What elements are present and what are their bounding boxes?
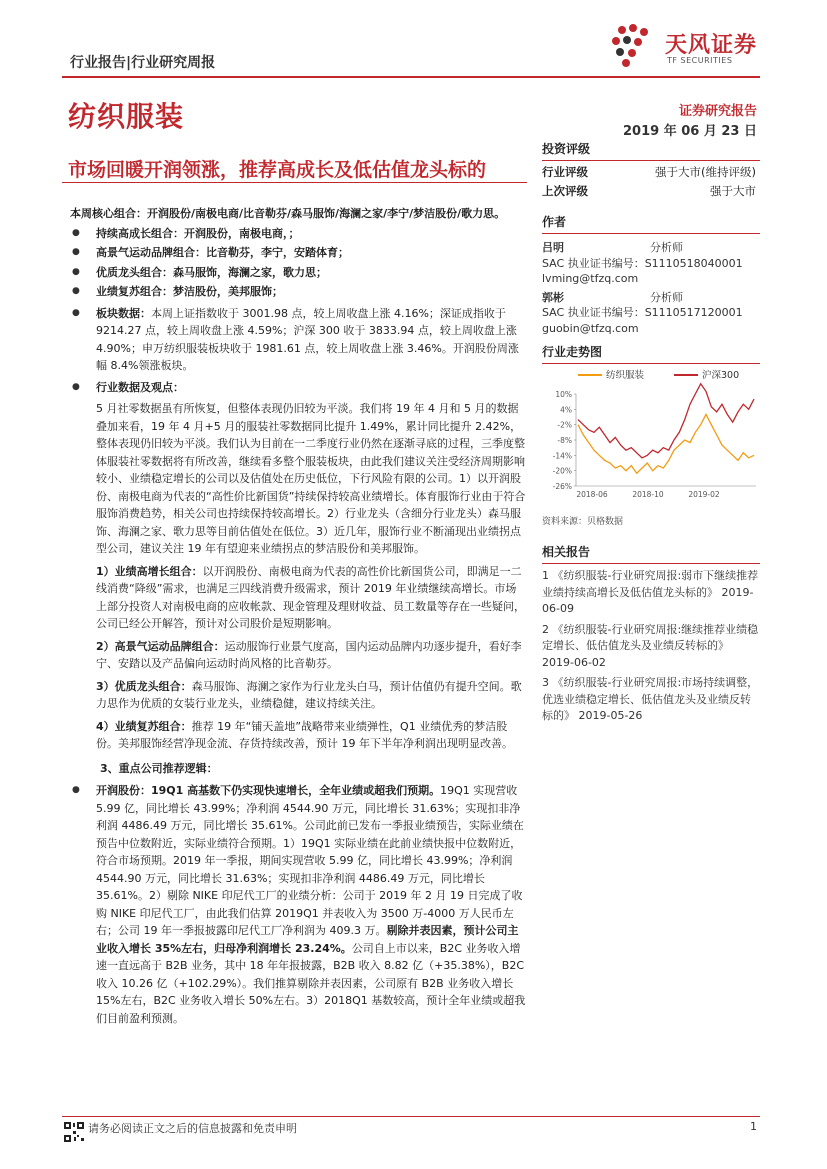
- sub-point: [70, 638, 526, 673]
- section-heading: 3、重点公司推荐逻辑：: [100, 761, 218, 775]
- related-report[interactable]: 3 《纺织服装-行业研究周报:市场持续调整，优选业绩稳定增长、低估值龙头及业绩反转标的》 2019-05-26: [542, 676, 759, 722]
- rating-row: [542, 182, 760, 201]
- y-tick-label: -8%: [557, 436, 572, 445]
- authors-panel: [542, 213, 760, 336]
- chart-source: 资料来源：贝格数据: [542, 517, 624, 527]
- author-block: [542, 240, 760, 287]
- company-label: 开润股份：: [96, 784, 151, 797]
- sub-point-label: 1）业绩高增长组合：: [96, 564, 203, 578]
- author-name: 吕明: [542, 241, 564, 254]
- page-number: 1: [750, 1120, 757, 1133]
- portfolio-label: 优质龙头组合：: [96, 265, 173, 279]
- company-text-2: 公司自上市以来，B2C 业务收入增速一直远高于 B2B 业务，其中 18 年年报披露，B2B 收入 8.82 亿（+35.38%），B2C 收入 10.26 亿（+102.29%）。我们推算剔除并表因素，公司原有 B2B 业务收入增长 15%左右，B2C 业务收入增长 50%左右。3）2018Q1 基数较高，预计全年业绩或超我们目前盈利预测。: [96, 941, 526, 1025]
- list-item: [70, 782, 526, 1027]
- list-item: [70, 244, 526, 262]
- title-divider: [62, 182, 527, 183]
- rating-row: [542, 163, 760, 182]
- author-role: 分析师: [650, 241, 683, 254]
- portfolio-text: 梦洁股份，美邦服饰；: [173, 285, 283, 298]
- header-divider: [62, 76, 760, 78]
- author-block: [542, 290, 760, 337]
- author-name: 郭彬: [542, 290, 564, 304]
- trend-heading: 行业走势图: [542, 343, 760, 364]
- list-item: [70, 379, 526, 397]
- legend-label: 沪深300: [702, 370, 740, 381]
- footer-divider: [62, 1116, 760, 1117]
- author-email[interactable]: lvming@tfzq.com: [542, 272, 639, 285]
- series-line: [578, 384, 754, 458]
- list-item: [70, 283, 526, 301]
- brand-name-en: TF SECURITIES: [667, 56, 733, 65]
- portfolio-label: 业绩复苏组合：: [96, 285, 173, 298]
- x-tick-label: 2019-02: [688, 490, 720, 499]
- portfolio-text: 开润股份，南极电商，；: [184, 226, 300, 240]
- company-text: 19Q1 实现营收 5.99 亿，同比增长 43.99%；净利润 4544.90 万元，同比增长 31.63%；实现扣非净利润 4486.49 万元，同比增长 35.61%。公司此前已发布一季报业绩预告，实际业绩在预告中位数附近，实际业绩符合预期。1）19Q1 实际业绩在此前业绩快报中位数附近，符合市场预期。2019 年一季报，期间实现营收 5.99 亿，同比增长 43.99%；净利润 4544.90 万元，同比增长 31.63%；实现扣非净利润 4486.49 万元，同比增长 35.61%。2）剔除 NIKE 印尼代工厂的业绩分析：公司于 2019 年 2 月 19 日完成了收购 NIKE 印尼代工厂，由此我们估算 2019Q1 并表收入为 3500 万-4000 万人民币左右；公司 19 年一季报披露印尼代工厂净利润为 409.3 万。: [96, 784, 524, 937]
- core-text: 开润股份/南极电商/比音勒芬/森马服饰/海澜之家/李宁/梦洁股份/歌力思。: [147, 207, 506, 220]
- market-label: 板块数据：: [96, 306, 151, 320]
- report-title: 市场回暖开润领涨，推荐高成长及低估值龙头标的: [68, 159, 487, 181]
- portfolio-label: 持续高成长组合：: [96, 226, 184, 240]
- author-role: 分析师: [650, 290, 683, 304]
- core-label: 本周核心组合：: [70, 207, 147, 220]
- y-tick-label: 4%: [560, 405, 572, 415]
- sub-point-label: 2）高景气运动品牌组合：: [96, 639, 225, 653]
- industry-name: 纺织服装: [68, 100, 185, 133]
- sub-point: [70, 678, 526, 713]
- rating-key: 上次评级: [542, 184, 588, 198]
- report-date: 2019 年 06 月 23 日: [623, 124, 757, 139]
- list-item: [70, 264, 526, 282]
- legend-label: 纺织服装: [606, 370, 645, 381]
- report-category: 行业报告|行业研究周报: [70, 55, 216, 71]
- related-panel: [542, 543, 760, 725]
- related-report[interactable]: 1 《纺织服装-行业研究周报:弱市下继续推荐业绩持续高增长及低估值龙头标的》 2019-06-09: [542, 569, 759, 615]
- portfolio-text: 森马服饰，海澜之家，歌力思；: [173, 265, 327, 279]
- portfolio-label: 高景气运动品牌组合：: [96, 246, 206, 259]
- rating-heading: 投资评级: [542, 140, 760, 161]
- sub-point-label: 4）业绩复苏组合：: [96, 719, 192, 733]
- x-tick-label: 2018-10: [632, 490, 664, 499]
- company-highlight: 剔除并表因素，预计公司主业收入增长 35%左右，归母净利润增长 23.24%。: [96, 924, 519, 955]
- footer-disclaimer: 请务必阅读正文之后的信息披露和免责申明: [88, 1122, 297, 1135]
- y-tick-label: 10%: [555, 390, 572, 399]
- y-tick-label: -20%: [552, 466, 572, 476]
- sub-point-label: 3）优质龙头组合：: [96, 679, 192, 693]
- related-heading: 相关报告: [542, 543, 760, 564]
- rating-key: 行业评级: [542, 165, 588, 179]
- authors-heading: 作者: [542, 213, 760, 234]
- x-tick-label: 2018-06: [576, 490, 608, 499]
- related-report[interactable]: 2 《纺织服装-行业研究周报:继续推荐业绩稳定增长、低估值龙头及业绩反转标的》 2019-06-02: [542, 622, 759, 669]
- tf-logo-icon: [608, 20, 662, 70]
- list-item: [70, 225, 526, 243]
- views-heading: 行业数据及观点：: [96, 380, 184, 394]
- sub-point: [70, 563, 526, 633]
- y-tick-label: -14%: [552, 451, 572, 461]
- author-sac: SAC 执业证书编号：S1110518040001: [542, 256, 743, 270]
- rating-panel: [542, 140, 760, 201]
- author-email[interactable]: guobin@tfzq.com: [542, 321, 639, 335]
- views-paragraph: 5 月社零数据虽有所恢复，但整体表现仍旧较为平淡。我们将 19 年 4 月和 5 月的数据叠加来看，19 年 4 月+5 月的服装社零数据同比提升 1.49%，累计同比提升 2.42%，整体表现仍旧较为平淡。我们认为目前在一二季度行业仍然在逐渐寻底的过程，三季度整体服装社零数据将有所改善，继续看多整个服装板块，由此我们建议关注受经济周期影响较小、业绩稳定增长的公司以及估值处在历史低位，下行风险有限的公司。1）以开润股份、南极电商为代表的“高性价比新国货”持续保持较高业绩增长。体育服饰行业由于符合服饰消费趋势，相关公司也持续保持较高增长。2）行业龙头（含细分行业龙头）森马服饰、海澜之家、歌力思等目前估值处在低位。3）近几年，服饰行业不断涌现出业绩拐点型公司，建议关注 19 年有望迎来业绩拐点的梦洁股份和美邦服饰。: [96, 402, 526, 555]
- list-item: [70, 305, 526, 375]
- rating-value: 强于大市: [710, 184, 756, 198]
- author-sac: SAC 执业证书编号：S1110517120001: [542, 306, 743, 319]
- trend-chart: [542, 364, 760, 506]
- y-tick-label: -26%: [552, 482, 572, 491]
- main-body: [70, 205, 526, 1027]
- sub-point-text: 森马服饰、海澜之家作为行业龙头白马，预计估值仍有提升空间。歌力思作为优质的女装行业龙头，业绩稳健，建议持续关注。: [96, 679, 522, 710]
- company-headline: 19Q1 高基数下仍实现快速增长，全年业绩或超我们预期。: [151, 784, 441, 797]
- sub-point-text: 以开润股份、南极电商为代表的高性价比新国货公司，即满足一二线消费“降级”需求，也满足三四线消费升级需求，预计 2019 年业绩继续高增长。市场上部分投资人对南极电商的应收帐款、现金管理及理财收益、员工数量等存在一些疑问，公司已经公开解答，预计对公司股价是短期影响。: [96, 564, 525, 630]
- company-list: [70, 782, 526, 1027]
- portfolio-list: [70, 225, 526, 397]
- portfolio-text: 比音勒芬，李宁，安踏体育；: [206, 246, 349, 259]
- brand-name: 天风证券: [665, 33, 758, 58]
- y-tick-label: -2%: [557, 420, 572, 430]
- market-text: 本周上证指数收于 3001.98 点，较上周收盘上涨 4.16%；深证成指收于 9214.27 点，较上周收盘上涨 4.59%；沪深 300 收于 3833.94 点，较上周收盘上涨 4.90%；申万纺织服装板块收于 1981.61 点，较上周收盘上涨 3.46%。开润股份周涨幅 8.4%领涨板块。: [96, 306, 519, 372]
- rating-value: 强于大市(维持评级): [655, 165, 756, 179]
- core-portfolio: [70, 205, 526, 223]
- sub-point: [70, 718, 526, 753]
- trend-panel: [542, 343, 760, 364]
- sub-point-text: 运动服饰行业景气度高，国内运动品牌内功逐步提升，看好李宁、安踏以及产品偏向运动时尚风格的比音勒芬。: [96, 639, 522, 670]
- report-type: 证券研究报告: [678, 104, 757, 119]
- sub-point-text: 推荐 19 年“铺天盖地”战略带来业绩弹性，Q1 业绩优秀的梦洁股份。美邦服饰经营净现金流、存货持续改善，预计 19 年下半年净利润出现明显改善。: [96, 719, 513, 750]
- series-line: [578, 414, 754, 473]
- qr-code-icon: [63, 1121, 85, 1143]
